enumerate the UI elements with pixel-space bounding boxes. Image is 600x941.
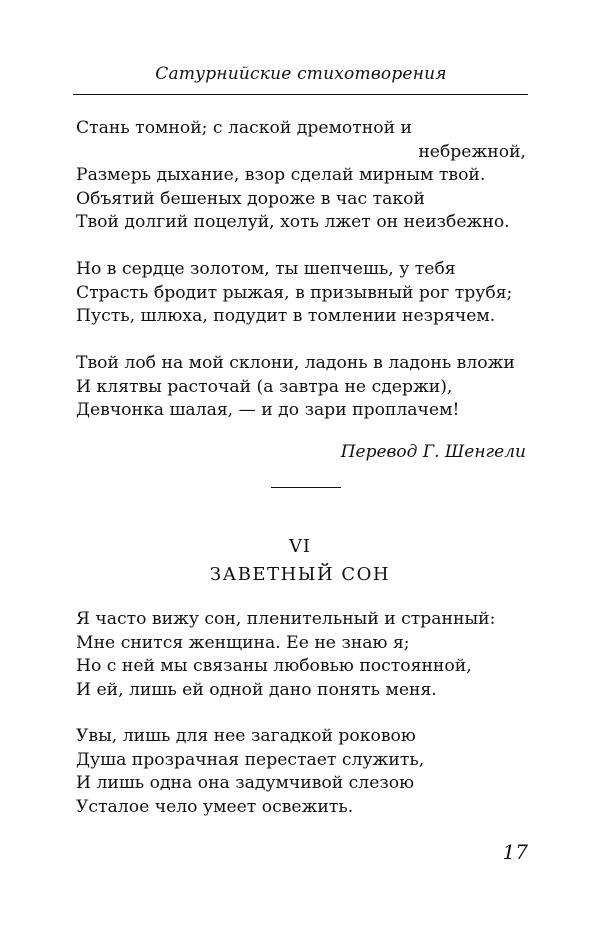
stanza xyxy=(76,352,528,423)
poem-line: Страсть бродит рыжая, в призывный рог трубя; xyxy=(76,282,513,303)
section-number: VI xyxy=(288,536,312,557)
poem-line: Я часто вижу сон, пленительный и странный: xyxy=(76,609,496,629)
poem-line: Пусть, шлюха, подудит в томлении незрячем. xyxy=(76,306,496,326)
poem-line: И лишь одна она задумчивой слезою xyxy=(76,773,415,793)
poem-line: Мне снится женщина. Ее не знаю я; xyxy=(76,632,410,653)
poem-line: Девчонка шалая, — и до зари проплачем! xyxy=(76,400,460,420)
stanza xyxy=(76,608,528,702)
running-head: Сатурнийские стихотворения xyxy=(155,64,447,84)
page-number: 17 xyxy=(502,840,528,864)
poem-line: Душа прозрачная перестает служить, xyxy=(76,749,425,770)
poem-line: Но с ней мы связаны любовью постоянной, xyxy=(76,656,472,676)
stanza xyxy=(76,258,528,329)
poem-line: Но в сердце золотом, ты шепчешь, у тебя xyxy=(76,259,456,279)
stanza xyxy=(76,117,528,235)
translator-attribution: Перевод Г. Шенгели xyxy=(340,442,526,462)
section-divider xyxy=(271,487,341,488)
poem-line: Увы, лишь для нее загадкой роковою xyxy=(76,726,416,746)
poem-title: ЗАВЕТНЫЙ СОН xyxy=(209,564,391,585)
running-head-rule xyxy=(73,94,528,95)
poem-line: Объятий бешеных дороже в час такой xyxy=(76,188,425,209)
stanza xyxy=(76,725,528,819)
poem-line: Твой лоб на мой склони, ладонь в ладонь вложи xyxy=(76,353,515,373)
poem-line: Размерь дыхание, взор сделай мирным твой. xyxy=(76,165,486,185)
poem-line: И ей, лишь ей одной дано понять меня. xyxy=(76,679,437,700)
poem-line: Усталое чело умеет освежить. xyxy=(76,796,354,817)
poem-line-continuation: небрежной, xyxy=(418,141,526,162)
poem-line: И клятвы расточай (а завтра не сдержи), xyxy=(76,376,453,397)
poem-line: Стань томной; с лаской дремотной и xyxy=(76,118,412,138)
poem-line: Твой долгий поцелуй, хоть лжет он неизбежно. xyxy=(76,212,510,232)
